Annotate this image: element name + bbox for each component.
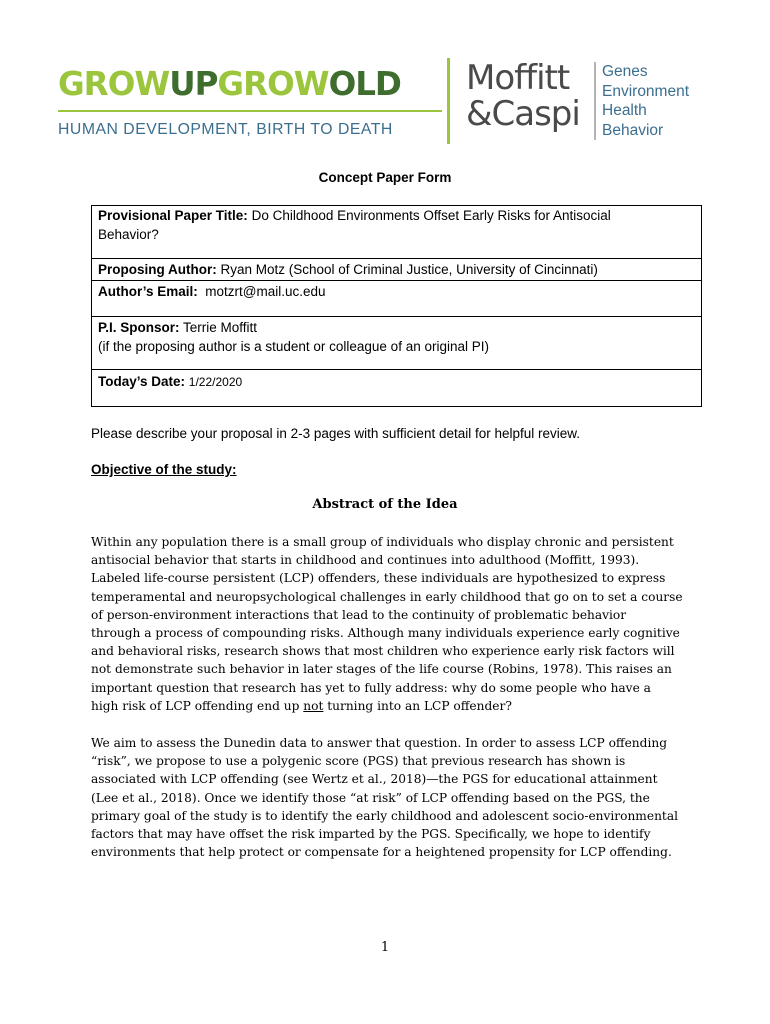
text-line: and behavioral risks, research shows that most children who experience early risk factors will <box>91 644 675 659</box>
text-line: “risk”, we propose to use a polygenic score (PGS) that previous research has shown is <box>91 754 626 769</box>
lab-tag-environment: Environment <box>602 82 690 100</box>
email-value: motzrt@mail.uc.edu <box>205 284 326 299</box>
text-line: associated with LCP offending (see Wertz et al., 2018)—the PGS for educational attainment <box>91 772 658 787</box>
logo-word-grow: GROW <box>58 65 170 103</box>
moffitt-caspi-logo <box>466 60 580 132</box>
email-row <box>98 282 693 301</box>
lab-tag-behavior: Behavior <box>602 121 664 139</box>
emphasis-not: not <box>303 698 324 713</box>
text-line: Labeled life-course persistent (LCP) offenders, these individuals are hypothesized to express <box>91 571 666 586</box>
logo-moffitt: Moffitt <box>466 58 570 98</box>
text-line: temperamental and neuropsychological challenges in early childhood that go on to set a course <box>91 589 683 604</box>
text-span: high risk of LCP offending end up <box>91 698 304 713</box>
logo-caspi: &Caspi <box>466 94 580 134</box>
paper-title-row <box>98 206 693 244</box>
growup-growold-logo <box>58 64 401 104</box>
text-line: Within any population there is a small group of individuals who display chronic and persistent <box>91 535 674 549</box>
page-number: 1 <box>380 940 390 955</box>
paper-title-value: Do Childhood Environments Offset Early Risks for Antisocial <box>251 208 611 223</box>
logo-lab-divider <box>594 62 596 140</box>
abstract-paragraph-1 <box>91 533 703 715</box>
text-line: of person-environment interactions that lead to the continuity of problematic behavior <box>91 607 627 622</box>
table-row-divider <box>91 258 702 259</box>
abstract-paragraph-2 <box>91 734 703 861</box>
sponsor-note: (if the proposing author is a student or colleague of an original PI) <box>98 339 489 354</box>
logo-tagline: HUMAN DEVELOPMENT, BIRTH TO DEATH <box>58 121 393 138</box>
date-label: Today’s Date: <box>98 374 186 389</box>
text-line: through a process of compounding risks. Although many individuals experience early cognitive <box>91 626 680 641</box>
logo-divider-line <box>58 110 442 112</box>
sponsor-label: P.I. Sponsor: <box>98 320 180 335</box>
form-title: Concept Paper Form <box>318 170 452 185</box>
author-row <box>98 260 693 279</box>
author-label: Proposing Author: <box>98 262 217 277</box>
sponsor-value: Terrie Moffitt <box>183 320 258 335</box>
text-line: environments that help protect or compensate for a heightened propensity for LCP offending. <box>91 845 672 860</box>
paper-title-value-cont: Behavior? <box>98 227 159 242</box>
author-value: Ryan Motz (School of Criminal Justice, University of Cincinnati) <box>220 262 598 277</box>
lab-tag-genes: Genes <box>602 63 648 80</box>
lab-tag-health: Health <box>602 102 647 119</box>
table-row-divider <box>91 280 702 281</box>
sponsor-row <box>98 318 693 356</box>
text-line: important question that research has yet to fully address: why do some people who have a <box>91 680 651 695</box>
logo-vertical-divider <box>447 58 450 144</box>
logo-word-up: UP <box>169 65 218 103</box>
date-value: 1/22/2020 <box>188 375 243 389</box>
paper-title-label: Provisional Paper Title: <box>98 208 248 223</box>
text-line: (Lee et al., 2018). Once we identify those “at risk” of LCP offending based on the PGS, the <box>91 790 650 805</box>
text-span: turning into an LCP offender? <box>323 698 512 713</box>
logo-word-old: OLD <box>328 65 401 103</box>
text-line <box>91 697 703 715</box>
objective-heading: Objective of the study: <box>91 462 237 477</box>
text-line: primary goal of the study is to identify the early childhood and adolescent socio-environmental <box>91 808 678 823</box>
date-row <box>98 372 693 392</box>
text-line: not demonstrate such behavior in later stages of the life course (Robins, 1978). This raises an <box>91 662 672 677</box>
text-line: antisocial behavior that starts in childhood and continues into adulthood (Moffitt, 1993). <box>91 553 640 568</box>
table-row-divider <box>91 316 702 317</box>
lab-focus-list <box>602 62 689 140</box>
abstract-title: Abstract of the Idea <box>312 497 458 512</box>
logo-word-grow-2: GROW <box>217 65 329 103</box>
table-row-divider <box>91 369 702 370</box>
text-line: We aim to assess the Dunedin data to answer that question. In order to assess LCP offending <box>91 736 667 750</box>
email-label: Author’s Email: <box>98 284 198 299</box>
text-line: factors that may have offset the risk imparted by the PGS. Specifically, we hope to identify <box>91 827 651 842</box>
instructions-text: Please describe your proposal in 2-3 pages with sufficient detail for helpful review. <box>91 426 581 441</box>
